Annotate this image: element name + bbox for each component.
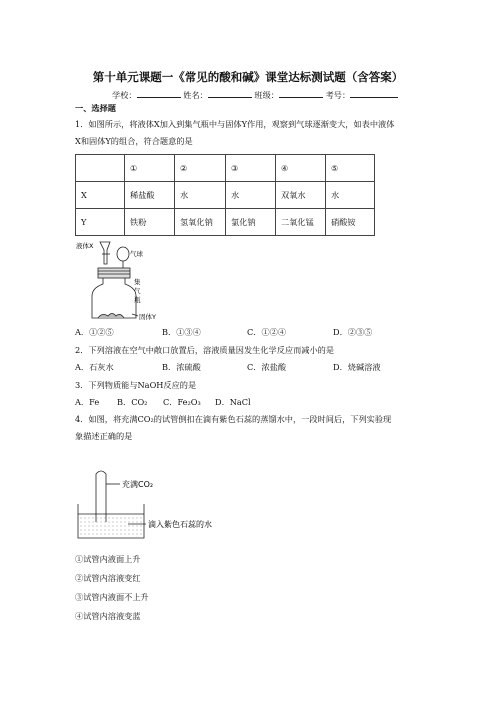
exam-no-label: 考号： [325, 90, 351, 100]
q2-stem: 2．下列溶液在空气中敞口放置后，溶液质量因发生化学反应而减小的是 [75, 345, 335, 355]
label-solid-y: 固体Y [139, 313, 156, 321]
table-cell: ⑤ [326, 155, 375, 182]
table-cell: ② [175, 155, 226, 182]
table-row [76, 182, 375, 209]
name-label: 姓名： [183, 90, 208, 100]
q1-apparatus-figure [76, 238, 176, 324]
table-cell: 水 [226, 182, 276, 209]
table-cell: 铁粉 [125, 209, 175, 236]
label-co2: 充满CO₂ [122, 480, 154, 489]
q4-statement-1: ①试管内液面上升 [75, 554, 141, 564]
table-cell: ① [125, 155, 175, 182]
table-cell: 水 [326, 182, 375, 209]
gas-bottle [92, 278, 136, 318]
page-title: 第十单元课题一《常见的酸和碱》课堂达标测试题（含答案） [92, 70, 404, 84]
q1-option-a: A．①②⑤ [75, 327, 114, 337]
q2-option-a: A．石灰水 [75, 362, 114, 372]
q4-test-tube-figure [76, 466, 236, 542]
q1-stem-line1: 1．如图所示，将液体X加入到集气瓶中与固体Y作用，观察到气球逐渐变大，如表中液体 [75, 119, 395, 129]
q1-option-c: C．①②④ [247, 327, 287, 337]
student-info-line [112, 89, 398, 101]
class-label: 班级： [254, 90, 279, 100]
table-row [76, 155, 375, 182]
label-bottle-3: 瓶 [134, 296, 141, 304]
table-cell: ④ [276, 155, 326, 182]
label-balloon: 气球 [130, 250, 143, 258]
q4-stem-line1: 4．如图，将充满CO₂的试管倒扣在滴有紫色石蕊的蒸馏水中，一段时间后，下列实验现 [75, 414, 392, 424]
table-cell: 氢氧化钠 [175, 209, 226, 236]
table-cell: 氯化钠 [226, 209, 276, 236]
table-cell [76, 155, 125, 182]
q4-statement-3: ③试管内液面不上升 [75, 592, 149, 602]
q2-option-d: D．烧碱溶液 [333, 362, 381, 372]
beaker [78, 504, 144, 538]
table-cell: 稀盐酸 [125, 182, 175, 209]
label-bottle-2: 气 [134, 287, 141, 295]
q3-option-a: A．Fe [75, 397, 100, 407]
q2-option-b: B．浓硫酸 [162, 362, 201, 372]
balloon [117, 247, 129, 261]
stopper [98, 268, 130, 278]
q3-stem: 3．下列物质能与NaOH反应的是 [75, 380, 197, 390]
table-cell: X [76, 182, 125, 209]
table-cell: 水 [175, 182, 226, 209]
q3-option-c: C．Fe₂O₃ [163, 397, 201, 407]
label-liquid-x: 液体X [76, 242, 94, 250]
q1-option-b: B．①③④ [162, 327, 201, 337]
school-blank [137, 89, 181, 98]
exam-no-blank [350, 89, 398, 98]
table-cell: 二氧化锰 [276, 209, 326, 236]
class-blank [279, 89, 323, 98]
label-litmus-water: 滴入紫色石蕊的水 [148, 520, 212, 529]
q3-option-b: B．CO₂ [117, 397, 148, 407]
q3-option-d: D．NaCl [215, 397, 251, 407]
table-cell: ③ [226, 155, 276, 182]
name-blank [208, 89, 252, 98]
school-label: 学校： [112, 90, 137, 100]
q2-option-c: C．浓盐酸 [247, 362, 287, 372]
section-heading: 一、选择题 [75, 103, 116, 113]
table-cell: Y [76, 209, 125, 236]
q4-statement-2: ②试管内溶液变红 [75, 573, 141, 583]
table-cell: 双氧水 [276, 182, 326, 209]
q1-stem-line2: X和固体Y的组合，符合题意的是 [75, 136, 193, 146]
q4-statement-4: ④试管内溶液变蓝 [75, 611, 141, 621]
q1-table [75, 154, 375, 236]
label-bottle-1: 集 [134, 278, 141, 286]
q1-option-d: D．②③⑤ [333, 327, 373, 337]
table-row [76, 209, 375, 236]
solid-y [98, 314, 124, 319]
table-cell: 硝酸铵 [326, 209, 375, 236]
q4-stem-line2: 象描述正确的是 [75, 431, 133, 441]
dropping-funnel [100, 242, 110, 264]
